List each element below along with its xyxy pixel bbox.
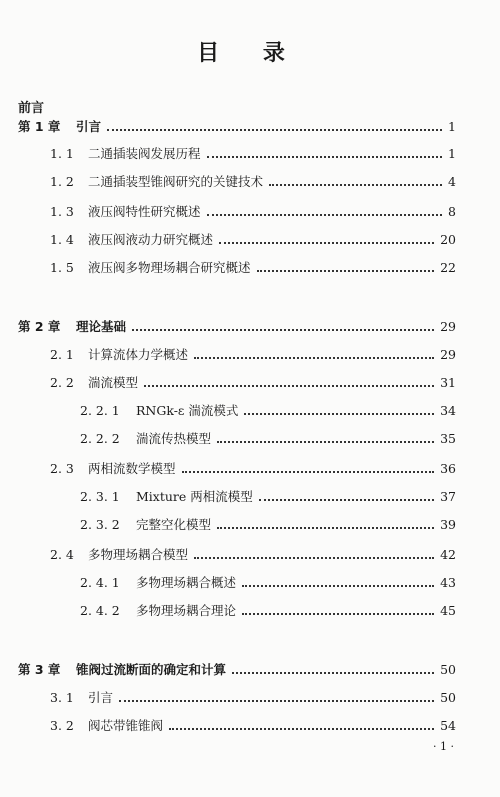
- toc-entry-title: 引言: [88, 690, 114, 705]
- toc-page-number: 35: [440, 431, 456, 446]
- toc-page-number: 20: [440, 232, 456, 247]
- toc-entry-title: 锥阀过流断面的确定和计算: [76, 662, 227, 677]
- toc-entry-title: 二通插装阀发展历程: [88, 146, 201, 161]
- toc-page-number: 1: [448, 146, 456, 161]
- toc-section-row[interactable]: [0, 488, 500, 506]
- toc-page-number: 34: [440, 403, 456, 418]
- toc-leader-dots: [232, 672, 434, 674]
- toc-page-number: 45: [440, 603, 456, 618]
- toc-leader-dots: [144, 385, 434, 387]
- toc-leader-dots: [242, 585, 434, 587]
- toc-entry-number: 2. 2: [50, 375, 74, 390]
- toc-entry-number: 2. 4: [50, 547, 74, 562]
- toc-leader-dots: [207, 214, 442, 216]
- toc-entry-title: 理论基础: [76, 319, 127, 334]
- page-title: 目 录: [197, 41, 303, 66]
- toc-entry-title: 液压阀液动力研究概述: [88, 232, 214, 247]
- toc-entry-number: 1. 4: [50, 232, 74, 247]
- toc-entry-title: 两相流数学模型: [88, 461, 176, 476]
- toc-section-row[interactable]: [0, 145, 500, 163]
- toc-entry-number: 第 3 章: [18, 662, 61, 677]
- toc-leader-dots: [107, 129, 442, 131]
- toc-entry-title: 多物理场耦合概述: [136, 575, 237, 590]
- toc-section-row[interactable]: [0, 346, 500, 364]
- toc-leader-dots: [132, 329, 434, 331]
- toc-chapter-row[interactable]: [0, 118, 500, 136]
- toc-page-number: 39: [440, 517, 456, 532]
- toc-entry-number: 第 1 章: [18, 119, 61, 134]
- toc-entry-number: 2. 3. 2: [80, 517, 120, 532]
- toc-section-row[interactable]: [0, 574, 500, 592]
- toc-entry-title: 完整空化模型: [136, 517, 212, 532]
- toc-section-row[interactable]: [0, 402, 500, 420]
- toc-entry-number: 2. 1: [50, 347, 74, 362]
- toc-leader-dots: [269, 184, 442, 186]
- toc-leader-dots: [119, 700, 434, 702]
- toc-entry-number: 2. 4. 2: [80, 603, 120, 618]
- page-number: · 1 ·: [433, 740, 454, 753]
- toc-page-number: 42: [440, 547, 456, 562]
- toc-entry-title: 多物理场耦合理论: [136, 603, 237, 618]
- preface-heading: 前言: [18, 101, 45, 116]
- toc-leader-dots: [194, 357, 434, 359]
- toc-leader-dots: [257, 270, 434, 272]
- toc-leader-dots: [259, 499, 434, 501]
- toc-section-row[interactable]: [0, 717, 500, 735]
- toc-entry-title: Mixture 两相流模型: [136, 489, 253, 504]
- toc-entry-number: 第 2 章: [18, 319, 61, 334]
- toc-entry-title: 液压阀特性研究概述: [88, 204, 201, 219]
- toc-entry-title: 计算流体力学概述: [88, 347, 189, 362]
- toc-leader-dots: [217, 441, 434, 443]
- toc-entry-number: 1. 1: [50, 146, 74, 161]
- toc-leader-dots: [219, 242, 434, 244]
- toc-chapter-row[interactable]: [0, 661, 500, 679]
- toc-section-row[interactable]: [0, 602, 500, 620]
- toc-entry-number: 2. 2. 1: [80, 403, 120, 418]
- toc-leader-dots: [242, 613, 434, 615]
- toc-entry-title: 多物理场耦合模型: [88, 547, 189, 562]
- toc-leader-dots: [182, 471, 434, 473]
- toc-leader-dots: [207, 156, 442, 158]
- toc-page-number: 4: [448, 174, 456, 189]
- toc-entry-title: RNGk-ε 湍流模式: [136, 403, 239, 418]
- toc-leader-dots: [194, 557, 434, 559]
- toc-entry-title: 液压阀多物理场耦合研究概述: [88, 260, 251, 275]
- toc-page-number: 1: [448, 119, 456, 134]
- toc-page-number: 37: [440, 489, 456, 504]
- toc-entry-number: 3. 2: [50, 718, 74, 733]
- toc-page-number: 50: [440, 662, 456, 677]
- toc-page-number: 8: [448, 204, 456, 219]
- toc-leader-dots: [217, 527, 434, 529]
- toc-entry-number: 2. 4. 1: [80, 575, 120, 590]
- toc-section-row[interactable]: [0, 173, 500, 191]
- toc-entry-number: 2. 3. 1: [80, 489, 120, 504]
- toc-section-row[interactable]: [0, 689, 500, 707]
- toc-page-number: 29: [440, 319, 456, 334]
- toc-page-number: 29: [440, 347, 456, 362]
- toc-entry-number: 1. 2: [50, 174, 74, 189]
- toc-page-number: 36: [440, 461, 456, 476]
- toc-page-number: 31: [440, 375, 456, 390]
- toc-entry-title: 湍流传热模型: [136, 431, 212, 446]
- toc-entry-title: 阀芯带锥锥阀: [88, 718, 164, 733]
- toc-section-row[interactable]: [0, 231, 500, 249]
- toc-entry-number: 2. 3: [50, 461, 74, 476]
- toc-section-row[interactable]: [0, 460, 500, 478]
- toc-section-row[interactable]: [0, 203, 500, 221]
- toc-entry-title: 湍流模型: [88, 375, 139, 390]
- toc-section-row[interactable]: [0, 516, 500, 534]
- toc-entry-number: 1. 3: [50, 204, 74, 219]
- toc-entry-number: 2. 2. 2: [80, 431, 120, 446]
- toc-section-row[interactable]: [0, 259, 500, 277]
- toc-entry-number: 1. 5: [50, 260, 74, 275]
- toc-section-row[interactable]: [0, 546, 500, 564]
- toc-leader-dots: [244, 413, 434, 415]
- toc-entry-title: 二通插装型锥阀研究的关键技术: [88, 174, 264, 189]
- toc-section-row[interactable]: [0, 374, 500, 392]
- toc-page-number: 54: [440, 718, 456, 733]
- toc-entry-title: 引言: [76, 119, 102, 134]
- toc-section-row[interactable]: [0, 430, 500, 448]
- toc-entry-number: 3. 1: [50, 690, 74, 705]
- toc-page-number: 43: [440, 575, 456, 590]
- toc-chapter-row[interactable]: [0, 318, 500, 336]
- toc-leader-dots: [169, 728, 434, 730]
- toc-page-number: 50: [440, 690, 456, 705]
- toc-page-number: 22: [440, 260, 456, 275]
